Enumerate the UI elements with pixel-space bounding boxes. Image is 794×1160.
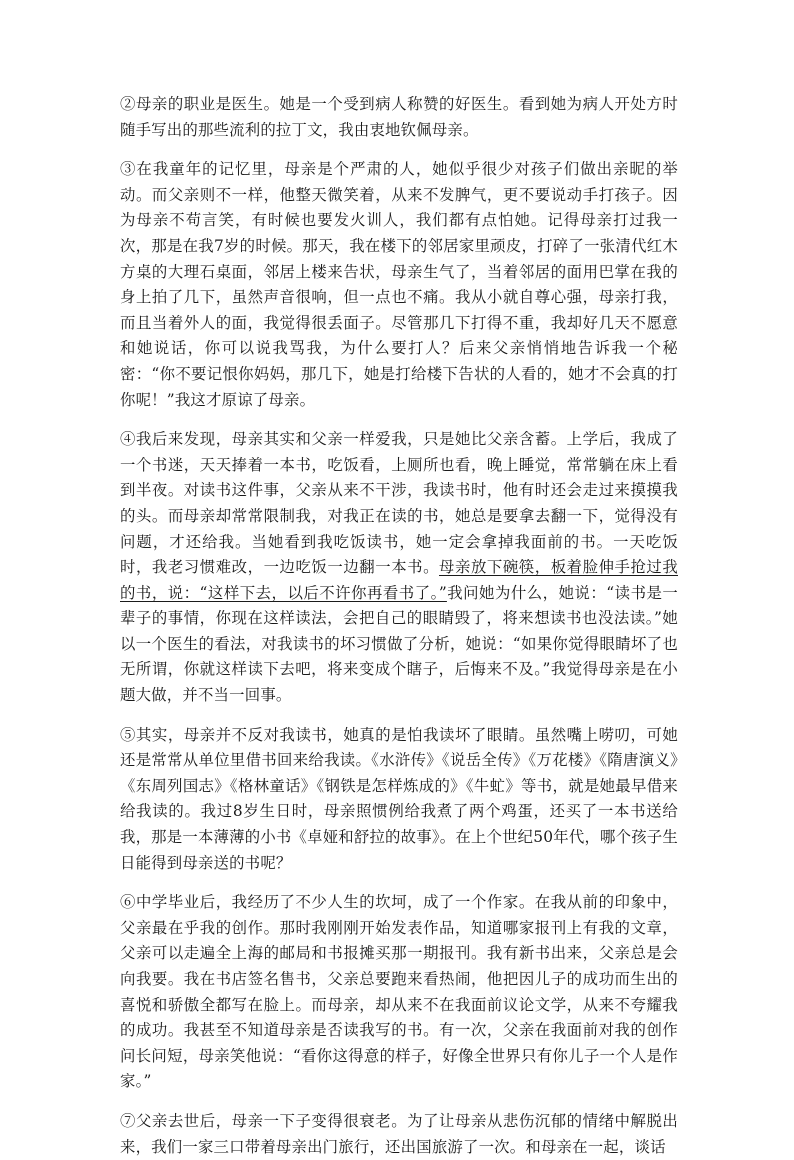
paragraph-6: ⑥中学毕业后，我经历了不少人生的坎坷，成了一个作家。在我从前的印象中，父亲最在乎我的创作。那时我刚刚开始发表作品，知道哪家报刊上有我的文章，父亲可以走遍全上海的邮局和书报摊买那一期报刊。我有新书出来，父亲总是会向我要。我在书店签名售书，父亲总要跑来看热闹，他把因儿子的成功而生出的喜悦和骄傲全都写在脸上。而母亲，却从来不在我面前议论文学，从来不夸耀我的成功。我甚至不知道母亲是否读我写的书。有一次，父亲在我面前对我的创作问长问短，母亲笑他说：“看你这得意的样子，好像全世界只有你儿子一个人是作家。” bbox=[120, 893, 678, 1091]
paragraph-7: ⑦父亲去世后，母亲一下子变得很衰老。为了让母亲从悲伤沉郁的情绪中解脱出来，我们一家三口带着母亲出门旅行，还出国旅游了一次。和母亲在一起，谈话 bbox=[120, 1111, 678, 1156]
paragraph-4 bbox=[120, 427, 678, 709]
underlined-sentence: 母亲放下碗筷，板着脸伸手抢过我的书，说：“这样下去，以后不许你再看书了。” bbox=[120, 558, 678, 602]
paragraph-5: ⑤其实，母亲并不反对我读书，她真的是怕我读坏了眼睛。虽然嘴上唠叨，可她还是常常从单位里借书回来给我读。《水浒传》《说岳全传》《万花楼》《隋唐演义》《东周列国志》《格林童话》《钢铁是怎样炼成的》《牛虻》等书，就是她最早借来给我读的。我过8岁生日时，母亲照惯例给我煮了两个鸡蛋，还买了一本书送给我，那是一本薄薄的小书《卓娅和舒拉的故事》。在上个世纪50年代，哪个孩子生日能得到母亲送的书呢？ bbox=[120, 725, 678, 872]
paragraph-4-text-after: 我问她为什么，她说：“读书是一辈子的事情，你现在这样读法，会把自己的眼睛毁了，将来想读书也没法读。”她以一个医生的看法，对我读书的坏习惯做了分析，她说：“如果你觉得眼睛坏了也无所谓，你就这样读下去吧，将来变成个瞎子，后悔来不及。”我觉得母亲是在小题大做，并不当一回事。 bbox=[120, 583, 678, 705]
paragraph-3: ③在我童年的记忆里，母亲是个严肃的人，她似乎很少对孩子们做出亲昵的举动。而父亲则不一样，他整天微笑着，从来不发脾气，更不要说动手打孩子。因为母亲不苟言笑，有时候也要发火训人，我们都有点怕她。记得母亲打过我一次，那是在我7岁的时候。那天，我在楼下的邻居家里顽皮，打碎了一张清代红木方桌的大理石桌面，邻居上楼来告状，母亲生气了，当着邻居的面用巴掌在我的身上拍了几下，虽然声音很响，但一点也不痛。我从小就自尊心强，母亲打我，而且当着外人的面，我觉得很丢面子。尽管那几下打得不重，我却好几天不愿意和她说话，你可以说我骂我，为什么要打人？后来父亲悄悄地告诉我一个秘密：“你不要记恨你妈妈，那几下，她是打给楼下告状的人看的，她才不会真的打你呢！”我这才原谅了母亲。 bbox=[120, 160, 678, 409]
article-body bbox=[120, 92, 678, 1160]
paragraph-4-text-before: ④我后来发现，母亲其实和父亲一样爱我，只是她比父亲含蓄。上学后，我成了一个书迷，天天捧着一本书，吃饭看，上厕所也看，晚上睡觉，常常躺在床上看到半夜。对读书这件事，父亲从来不干涉，我读书时，他有时还会走过来摸摸我的头。而母亲却常常限制我，对我正在读的书，她总是要拿去翻一下，觉得没有问题，才还给我。当她看到我吃饭读书，她一定会拿掉我面前的书。一天吃饭时，我老习惯难改，一边吃饭一边翻一本书。 bbox=[120, 430, 678, 577]
paragraph-2: ②母亲的职业是医生。她是一个受到病人称赞的好医生。看到她为病人开处方时随手写出的那些流利的拉丁文，我由衷地钦佩母亲。 bbox=[120, 95, 678, 139]
